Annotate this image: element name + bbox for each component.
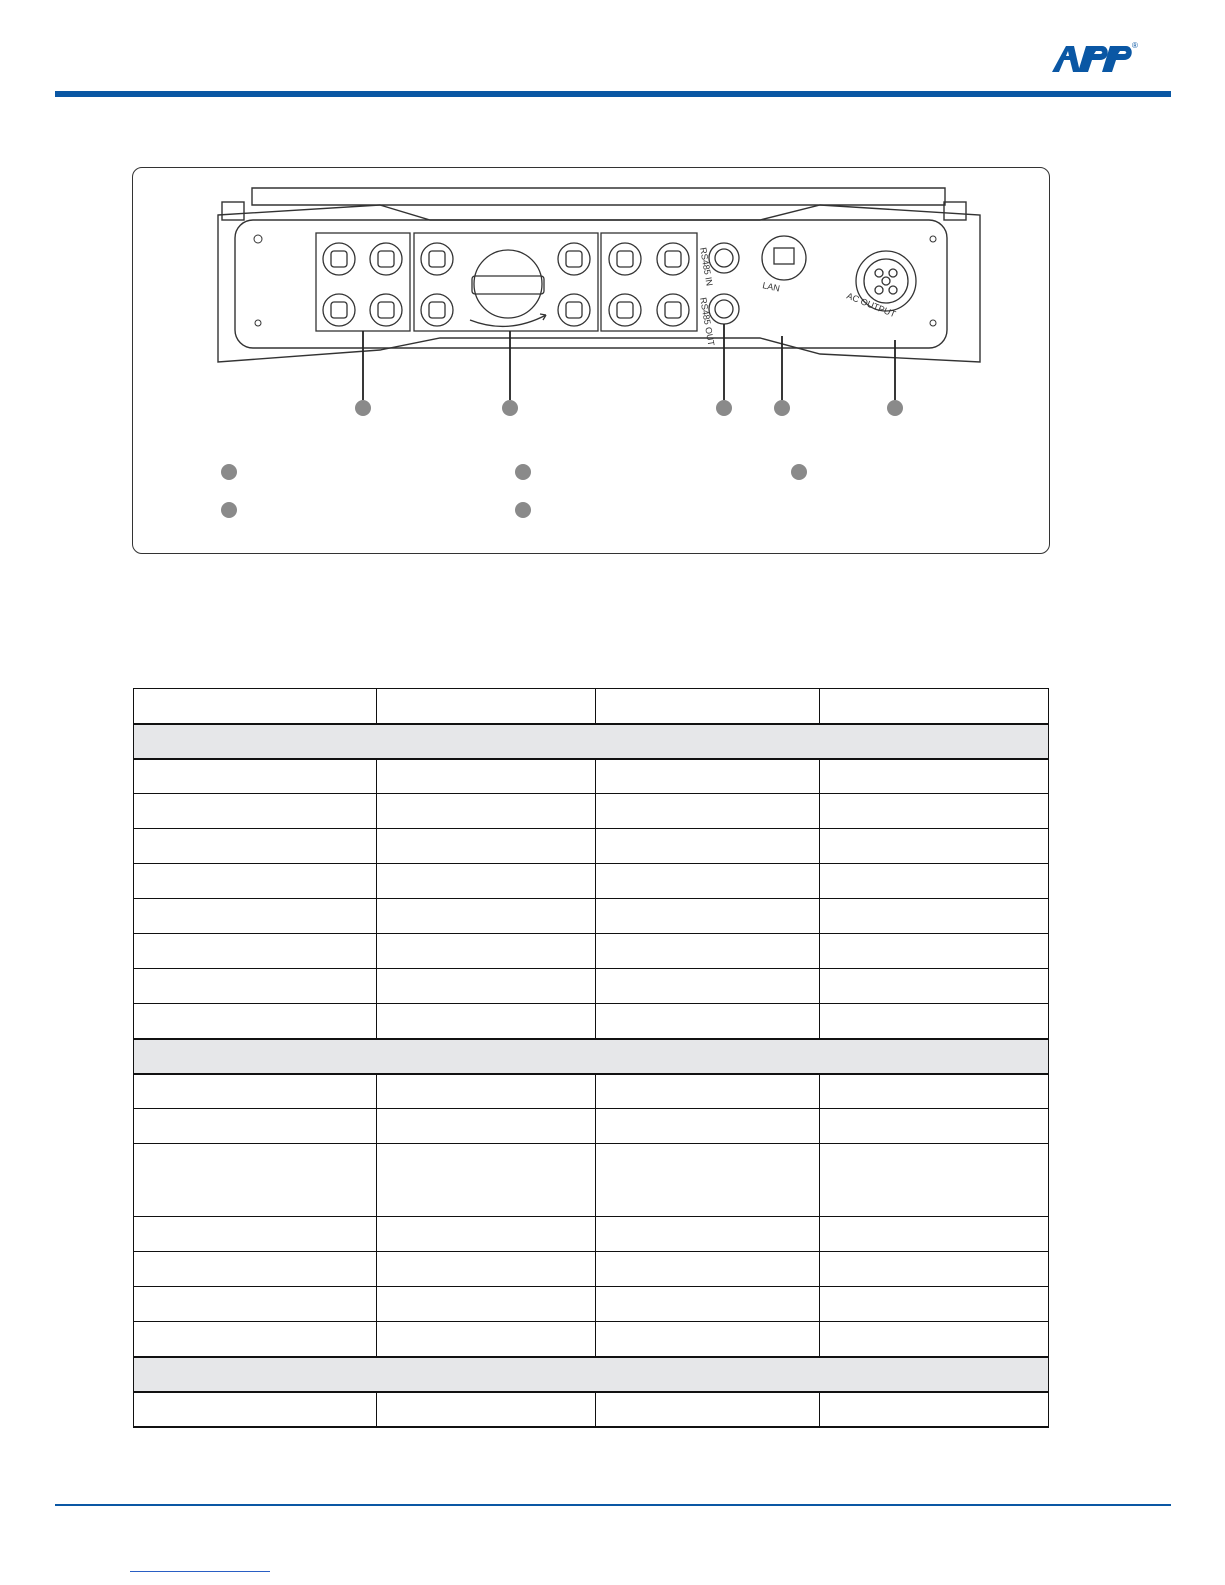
table-cell — [134, 1144, 377, 1217]
table-cell — [134, 934, 377, 969]
table-cell — [377, 1287, 596, 1322]
table-row — [134, 1287, 1049, 1322]
table-row — [134, 1252, 1049, 1287]
table-cell — [377, 1322, 596, 1357]
table-cell — [377, 1074, 596, 1109]
table-cell — [134, 1392, 377, 1427]
rs485-out-label: RS485 OUT — [698, 296, 717, 347]
header-cell — [596, 689, 820, 724]
table-cell — [596, 759, 820, 794]
table-row — [134, 829, 1049, 864]
table-row — [134, 1074, 1049, 1109]
legend-dot-4 — [515, 502, 531, 518]
table-cell — [596, 1144, 820, 1217]
table-row — [134, 1109, 1049, 1144]
table-cell — [377, 899, 596, 934]
table-cell — [820, 1109, 1049, 1144]
table-row — [134, 1322, 1049, 1357]
header-cell — [377, 689, 596, 724]
table-cell — [820, 934, 1049, 969]
table-cell — [377, 1004, 596, 1039]
table-row — [134, 934, 1049, 969]
table-row — [134, 864, 1049, 899]
table-row — [134, 1004, 1049, 1039]
table-cell — [134, 829, 377, 864]
legend-dot-3 — [515, 464, 531, 480]
table-cell — [820, 1004, 1049, 1039]
table-cell — [820, 759, 1049, 794]
section-row — [134, 1039, 1049, 1074]
table-cell — [596, 969, 820, 1004]
table-cell — [820, 864, 1049, 899]
table-cell — [134, 1252, 377, 1287]
table-cell — [820, 1144, 1049, 1217]
table-row — [134, 1144, 1049, 1217]
table-cell — [820, 829, 1049, 864]
table-cell — [134, 1004, 377, 1039]
table-cell — [377, 1252, 596, 1287]
figure-frame — [132, 167, 1050, 554]
rs485-in-label: RS485 IN — [698, 246, 715, 287]
table-cell — [596, 794, 820, 829]
table-cell — [596, 829, 820, 864]
table-cell — [820, 1217, 1049, 1252]
table-cell — [134, 1217, 377, 1252]
section-title — [134, 1039, 1049, 1074]
table-header-row — [134, 689, 1049, 724]
ac-output-label: AC OUTPUT — [845, 290, 898, 320]
section-title — [134, 724, 1049, 759]
table-cell — [820, 1074, 1049, 1109]
footer-rule — [55, 1504, 1171, 1506]
table-cell — [596, 864, 820, 899]
table-cell — [134, 1109, 377, 1144]
table-cell — [134, 899, 377, 934]
table-cell — [377, 864, 596, 899]
spec-table — [133, 688, 1049, 1428]
table-cell — [596, 899, 820, 934]
table-cell — [820, 899, 1049, 934]
table-cell — [134, 794, 377, 829]
table-cell — [134, 759, 377, 794]
header-rule — [55, 91, 1171, 97]
table-cell — [820, 1322, 1049, 1357]
table-cell — [134, 1287, 377, 1322]
table-cell — [820, 969, 1049, 1004]
table-cell — [596, 1287, 820, 1322]
table-cell — [377, 829, 596, 864]
table-cell — [820, 794, 1049, 829]
footer-link-underline[interactable] — [130, 1571, 270, 1572]
company-logo — [1050, 38, 1140, 78]
table-cell — [820, 1392, 1049, 1427]
table-cell — [134, 864, 377, 899]
table-cell — [820, 1287, 1049, 1322]
table-cell — [377, 794, 596, 829]
table-cell — [596, 1252, 820, 1287]
table-row — [134, 759, 1049, 794]
table-cell — [377, 1217, 596, 1252]
table-cell — [596, 1004, 820, 1039]
legend-dot-2 — [221, 502, 237, 518]
legend-dot-5 — [791, 464, 807, 480]
table-cell — [377, 1144, 596, 1217]
table-cell — [820, 1252, 1049, 1287]
table-row — [134, 899, 1049, 934]
table-cell — [134, 1074, 377, 1109]
legend-dot-1 — [221, 464, 237, 480]
table-row — [134, 1217, 1049, 1252]
table-cell — [596, 934, 820, 969]
table-cell — [377, 1392, 596, 1427]
table-cell — [134, 1322, 377, 1357]
table-row — [134, 969, 1049, 1004]
table-cell — [596, 1392, 820, 1427]
table-cell — [596, 1217, 820, 1252]
table-cell — [596, 1074, 820, 1109]
section-row — [134, 724, 1049, 759]
section-title — [134, 1357, 1049, 1392]
table-cell — [377, 759, 596, 794]
table-row — [134, 794, 1049, 829]
table-row — [134, 1392, 1049, 1427]
registered-mark: ® — [1132, 41, 1138, 50]
section-row — [134, 1357, 1049, 1392]
table-cell — [377, 969, 596, 1004]
table-cell — [377, 1109, 596, 1144]
header-cell — [820, 689, 1049, 724]
header-cell — [134, 689, 377, 724]
table-cell — [134, 969, 377, 1004]
table-cell — [596, 1109, 820, 1144]
table-cell — [596, 1322, 820, 1357]
table-cell — [377, 934, 596, 969]
lan-label: LAN — [761, 280, 781, 294]
